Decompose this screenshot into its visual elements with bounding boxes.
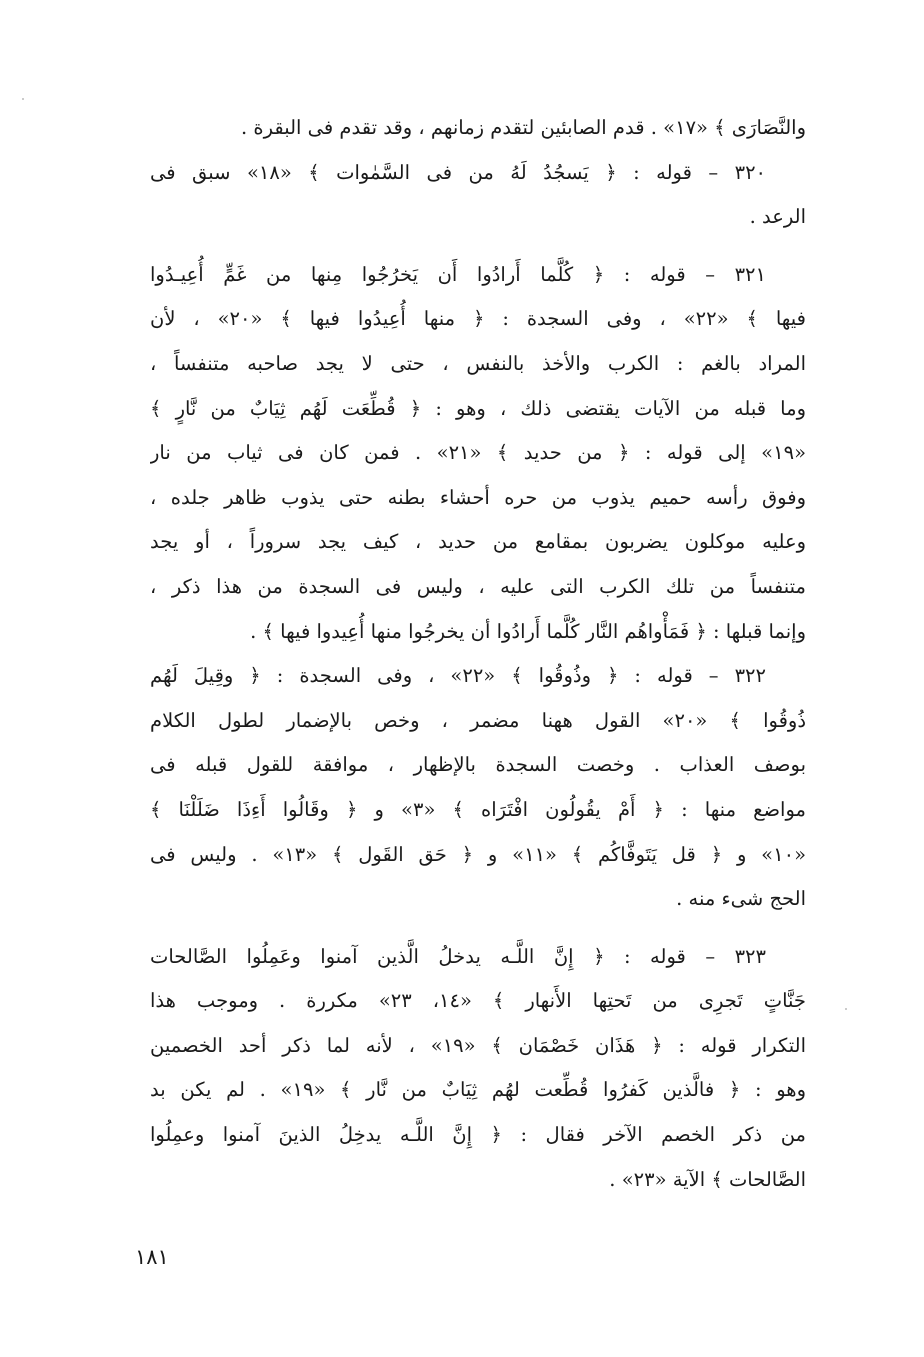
text-line: ٣٢٣ – قوله : ﴿ إِنَّ اللَّـه يدخلُ الَّذين آمنوا وعَمِلُوا الصَّالحات	[150, 944, 766, 968]
text-line: والنَّصَارَى ﴾ «١٧» . قدم الصابئين لتقدم زمانهم ، وقد تقدم فى البقرة .	[240, 116, 806, 139]
text-line: متنفساً من تلك الكرب التى عليه ، وليس فى السجدة من هذا ذكر ،	[150, 574, 806, 598]
text-line: وإنما قبلها : ﴿ فَمَأْواهُم النَّار كُلَّما أَرادُوا أن يخرجُوا منها أُعِيدوا فيها ﴾ .	[250, 619, 806, 643]
scan-speck	[845, 1008, 847, 1010]
text-line: ٣٢١ – قوله : ﴿ كُلَّما أَرادُوا أَن يَخرُجُوا مِنها من غَمٍّ أُعِيـدُوا	[150, 262, 766, 286]
paragraph	[150, 935, 806, 1203]
paragraph	[150, 654, 806, 922]
page-number: ١٨١	[135, 1245, 169, 1269]
text-line: بوصف العذاب . وخصت السجدة بالإظهار ، موافقة للقول قبله فى	[150, 753, 806, 777]
text-line: جَنَّاتٍ تَجرِى من تَحتِها الأَنهار ﴾ «١٤، ٢٣» مكررة . وموجب هذا	[150, 989, 806, 1013]
text-line: من ذكر الخصم الآخر فقال : ﴿ إِنَّ اللَّـه يدخِلُ الذينَ آمنوا وعمِلُوا	[150, 1123, 806, 1147]
scan-speck	[22, 98, 24, 100]
text-line: الصَّالحات ﴾ الآية «٢٣» .	[609, 1167, 806, 1191]
text-line: الرعد .	[749, 205, 806, 229]
paragraph	[150, 151, 806, 240]
text-line: «١٩» إلى قوله : ﴿ من حديد ﴾ «٢١» . فمن كان فى ثياب من نار	[150, 441, 806, 465]
page-body	[150, 106, 806, 1202]
text-line: وهو : ﴿ فالَّذين كَفرُوا قُطِّعت لهُم ثِيَابٌ من نَّار ﴾ «١٩» . لم يكن بد	[150, 1078, 806, 1102]
text-line: المراد بالغم : الكرب والأخذ بالنفس ، حتى لا يجد صاحبه متنفساً ،	[150, 351, 806, 375]
text-line: الحج شىء منه .	[676, 887, 806, 911]
text-line: مواضع منها : ﴿ أَمْ يقُولُون افْتَرَاه ﴾ «٣» و ﴿ وقَالُوا أَءِذَا ضَلَلْنَا ﴾	[150, 797, 806, 821]
text-line: وعليه موكلون يضربون بمقامع من حديد ، كيف يجد سروراً ، أو يجد	[150, 530, 806, 554]
paragraph	[150, 106, 806, 151]
text-line: وما قبله من الآيات يقتضى ذلك ، وهو : ﴿ قُطِّعَت لَهُم ثِيَابٌ من نَّارٍ ﴾	[150, 396, 806, 420]
text-line: ذُوقُوا ﴾ «٢٠» القول ههنا مضمر ، وخص بالإضمار لطول الكلام	[150, 708, 806, 732]
text-line: «١٠» و ﴿ قل يَتَوفَّاكُم ﴾ «١١» و ﴿ حَق القَول ﴾ «١٣» . وليس فى	[150, 842, 806, 866]
text-line: ٣٢٠ – قوله : ﴿ يَسجُدُ لَهُ من فى السَّمٰوات ﴾ «١٨» سبق فى	[150, 160, 767, 184]
text-line: التكرار قوله : ﴿ هَذَان خَصْمَان ﴾ «١٩» ، لأنه لما ذكر أحد الخصمين	[150, 1033, 806, 1057]
text-line: وفوق رأسه حميم يذوب من حره أحشاء بطنه حتى يذوب ظاهر جلده ،	[150, 485, 806, 509]
text-line: ٣٢٢ – قوله : ﴿ وذُوقُوا ﴾ «٢٢» ، وفى السجدة : ﴿ وقِيلَ لَهُم	[150, 664, 766, 688]
paragraph	[150, 253, 806, 654]
text-line: فيها ﴾ «٢٢» ، وفى السجدة : ﴿ منها أُعِيدُوا فيها ﴾ «٢٠» ، لأن	[150, 307, 806, 331]
